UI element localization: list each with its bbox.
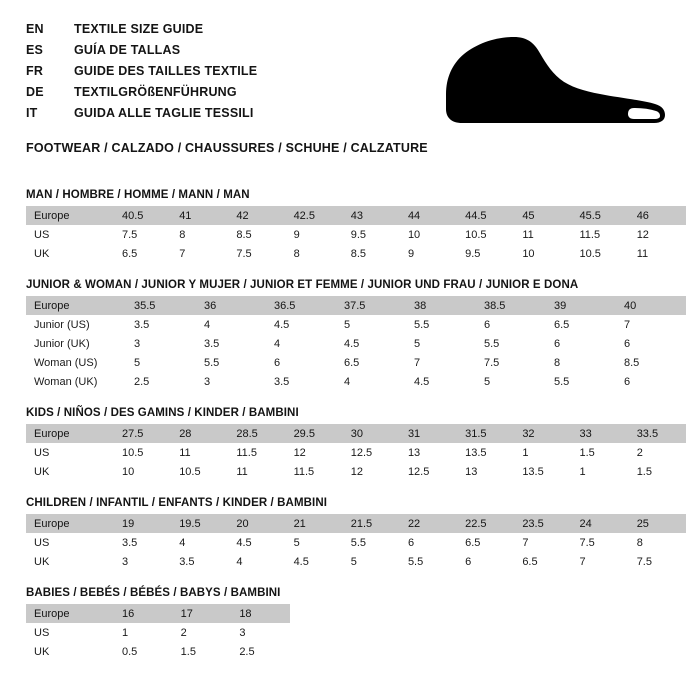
size-cell: 4.5 bbox=[336, 334, 406, 353]
size-cell: 7.5 bbox=[114, 225, 171, 244]
size-cell: 10.5 bbox=[457, 225, 514, 244]
row-label: Woman (UK) bbox=[26, 372, 126, 391]
size-cell: 12.5 bbox=[400, 462, 457, 481]
row-label: US bbox=[26, 623, 114, 642]
size-cell: 5.5 bbox=[343, 533, 400, 552]
size-cell: 18 bbox=[231, 604, 290, 623]
row-label: US bbox=[26, 533, 114, 552]
row-label: Junior (US) bbox=[26, 315, 126, 334]
size-cell: 46 bbox=[629, 206, 686, 225]
size-sections bbox=[26, 189, 674, 661]
size-cell: 3.5 bbox=[196, 334, 266, 353]
size-cell: 13 bbox=[400, 443, 457, 462]
table-row bbox=[26, 424, 686, 443]
size-cell: 1 bbox=[114, 623, 173, 642]
section-title: JUNIOR & WOMAN / JUNIOR Y MUJER / JUNIOR ET FEMME / JUNIOR UND FRAU / JUNIOR E DONA bbox=[26, 279, 579, 291]
size-cell: 44 bbox=[400, 206, 457, 225]
size-cell: 7.5 bbox=[572, 533, 629, 552]
size-cell: 35.5 bbox=[126, 296, 196, 315]
footwear-subtitle: FOOTWEAR / CALZADO / CHAUSSURES / SCHUHE / CALZATURE bbox=[26, 141, 428, 155]
language-code: FR bbox=[26, 64, 44, 78]
size-cell: 0.5 bbox=[114, 642, 173, 661]
table-row bbox=[26, 552, 686, 571]
table-row bbox=[26, 296, 686, 315]
size-cell: 6 bbox=[476, 315, 546, 334]
table-row bbox=[26, 206, 686, 225]
size-cell: 5.5 bbox=[546, 372, 616, 391]
section-babies bbox=[26, 587, 674, 661]
size-cell: 4 bbox=[196, 315, 266, 334]
section-junior-woman bbox=[26, 279, 674, 391]
size-cell: 6.5 bbox=[114, 244, 171, 263]
size-cell: 6 bbox=[266, 353, 336, 372]
size-cell: 6.5 bbox=[514, 552, 571, 571]
size-cell: 25 bbox=[629, 514, 686, 533]
size-cell: 1 bbox=[514, 443, 571, 462]
size-cell: 1.5 bbox=[629, 462, 686, 481]
size-cell: 3 bbox=[196, 372, 266, 391]
table-row bbox=[26, 244, 686, 263]
size-table-man bbox=[26, 206, 686, 263]
row-label: Europe bbox=[26, 296, 126, 315]
size-cell: 13.5 bbox=[514, 462, 571, 481]
size-cell: 10.5 bbox=[114, 443, 171, 462]
table-row bbox=[26, 533, 686, 552]
size-cell: 5 bbox=[126, 353, 196, 372]
size-table-children bbox=[26, 514, 686, 571]
language-code: DE bbox=[26, 85, 44, 99]
size-cell: 16 bbox=[114, 604, 173, 623]
page-title: GUIDE DES TAILLES TEXTILE bbox=[74, 64, 258, 78]
size-cell: 11.5 bbox=[228, 443, 285, 462]
section-title: CHILDREN / INFANTIL / ENFANTS / KINDER / BAMBINI bbox=[26, 497, 328, 509]
size-cell: 7.5 bbox=[476, 353, 546, 372]
table-row bbox=[26, 225, 686, 244]
size-cell: 23.5 bbox=[514, 514, 571, 533]
size-cell: 21 bbox=[286, 514, 343, 533]
size-cell: 10 bbox=[114, 462, 171, 481]
row-label: Woman (US) bbox=[26, 353, 126, 372]
page-title: GUÍA DE TALLAS bbox=[74, 43, 181, 57]
size-cell: 5.5 bbox=[400, 552, 457, 571]
section-title: MAN / HOMBRE / HOMME / MANN / MAN bbox=[26, 189, 250, 201]
row-label: US bbox=[26, 225, 114, 244]
size-cell: 5.5 bbox=[476, 334, 546, 353]
size-cell: 13.5 bbox=[457, 443, 514, 462]
size-cell: 7.5 bbox=[228, 244, 285, 263]
size-cell: 7 bbox=[514, 533, 571, 552]
size-cell: 17 bbox=[173, 604, 232, 623]
size-cell: 28 bbox=[171, 424, 228, 443]
section-title: BABIES / BEBÉS / BÉBÉS / BABYS / BAMBINI bbox=[26, 587, 281, 599]
size-cell: 10.5 bbox=[572, 244, 629, 263]
size-cell: 6 bbox=[616, 334, 686, 353]
size-cell: 9 bbox=[286, 225, 343, 244]
size-cell: 2 bbox=[629, 443, 686, 462]
size-cell: 1.5 bbox=[572, 443, 629, 462]
size-cell: 8.5 bbox=[616, 353, 686, 372]
size-cell: 12 bbox=[629, 225, 686, 244]
size-cell: 7.5 bbox=[629, 552, 686, 571]
size-cell: 30 bbox=[343, 424, 400, 443]
language-code: EN bbox=[26, 22, 44, 36]
table-row bbox=[26, 372, 686, 391]
size-cell: 37.5 bbox=[336, 296, 406, 315]
size-cell: 40 bbox=[616, 296, 686, 315]
size-cell: 7 bbox=[616, 315, 686, 334]
size-cell: 9.5 bbox=[457, 244, 514, 263]
size-cell: 11.5 bbox=[572, 225, 629, 244]
size-cell: 11 bbox=[171, 443, 228, 462]
size-cell: 6.5 bbox=[336, 353, 406, 372]
size-cell: 8 bbox=[546, 353, 616, 372]
size-cell: 11.5 bbox=[286, 462, 343, 481]
size-cell: 31.5 bbox=[457, 424, 514, 443]
size-cell: 11 bbox=[228, 462, 285, 481]
dress-shoe-icon bbox=[438, 34, 668, 126]
table-row bbox=[26, 334, 686, 353]
size-cell: 4.5 bbox=[406, 372, 476, 391]
size-cell: 2.5 bbox=[126, 372, 196, 391]
size-cell: 1 bbox=[572, 462, 629, 481]
size-cell: 36 bbox=[196, 296, 266, 315]
language-code: ES bbox=[26, 43, 44, 57]
size-cell: 6.5 bbox=[457, 533, 514, 552]
size-table-babies bbox=[26, 604, 290, 661]
size-cell: 10 bbox=[400, 225, 457, 244]
size-cell: 8 bbox=[171, 225, 228, 244]
size-cell: 36.5 bbox=[266, 296, 336, 315]
row-label: Junior (UK) bbox=[26, 334, 126, 353]
table-row bbox=[26, 462, 686, 481]
size-cell: 6 bbox=[616, 372, 686, 391]
size-cell: 19.5 bbox=[171, 514, 228, 533]
size-cell: 6 bbox=[457, 552, 514, 571]
size-cell: 4.5 bbox=[266, 315, 336, 334]
size-cell: 5 bbox=[343, 552, 400, 571]
size-cell: 6 bbox=[546, 334, 616, 353]
size-cell: 4 bbox=[171, 533, 228, 552]
size-cell: 8 bbox=[286, 244, 343, 263]
row-label: UK bbox=[26, 552, 114, 571]
size-cell: 3 bbox=[126, 334, 196, 353]
table-row bbox=[26, 604, 290, 623]
row-label: UK bbox=[26, 462, 114, 481]
size-cell: 5 bbox=[406, 334, 476, 353]
row-label: UK bbox=[26, 244, 114, 263]
size-cell: 3 bbox=[231, 623, 290, 642]
size-cell: 12 bbox=[286, 443, 343, 462]
row-label: Europe bbox=[26, 604, 114, 623]
size-cell: 12 bbox=[343, 462, 400, 481]
size-cell: 33 bbox=[572, 424, 629, 443]
size-cell: 27.5 bbox=[114, 424, 171, 443]
row-label: US bbox=[26, 443, 114, 462]
table-row bbox=[26, 443, 686, 462]
language-code: IT bbox=[26, 106, 38, 120]
size-cell: 9.5 bbox=[343, 225, 400, 244]
size-cell: 38 bbox=[406, 296, 476, 315]
section-title: KIDS / NIÑOS / DES GAMINS / KINDER / BAMBINI bbox=[26, 407, 299, 419]
size-cell: 44.5 bbox=[457, 206, 514, 225]
size-cell: 45 bbox=[514, 206, 571, 225]
size-cell: 7 bbox=[572, 552, 629, 571]
row-label: Europe bbox=[26, 514, 114, 533]
size-cell: 5 bbox=[476, 372, 546, 391]
page-title: TEXTILE SIZE GUIDE bbox=[74, 22, 204, 36]
size-cell: 7 bbox=[171, 244, 228, 263]
size-cell: 43 bbox=[343, 206, 400, 225]
size-table-junior-woman bbox=[26, 296, 686, 391]
size-cell: 38.5 bbox=[476, 296, 546, 315]
size-cell: 8 bbox=[629, 533, 686, 552]
size-cell: 22.5 bbox=[457, 514, 514, 533]
table-row bbox=[26, 642, 290, 661]
size-cell: 4.5 bbox=[228, 533, 285, 552]
size-cell: 3.5 bbox=[171, 552, 228, 571]
size-cell: 2 bbox=[173, 623, 232, 642]
size-cell: 40.5 bbox=[114, 206, 171, 225]
size-cell: 8.5 bbox=[228, 225, 285, 244]
size-cell: 12.5 bbox=[343, 443, 400, 462]
size-cell: 33.5 bbox=[629, 424, 686, 443]
size-cell: 24 bbox=[572, 514, 629, 533]
size-table-kids bbox=[26, 424, 686, 481]
row-label: Europe bbox=[26, 206, 114, 225]
size-cell: 10 bbox=[514, 244, 571, 263]
size-cell: 4 bbox=[266, 334, 336, 353]
size-cell: 6 bbox=[400, 533, 457, 552]
size-cell: 21.5 bbox=[343, 514, 400, 533]
size-cell: 3 bbox=[114, 552, 171, 571]
row-label: Europe bbox=[26, 424, 114, 443]
table-row bbox=[26, 315, 686, 334]
size-cell: 28.5 bbox=[228, 424, 285, 443]
size-cell: 1.5 bbox=[173, 642, 232, 661]
size-cell: 5 bbox=[336, 315, 406, 334]
size-cell: 42 bbox=[228, 206, 285, 225]
page-title: GUIDA ALLE TAGLIE TESSILI bbox=[74, 106, 254, 120]
table-row bbox=[26, 353, 686, 372]
size-cell: 8.5 bbox=[343, 244, 400, 263]
size-cell: 4.5 bbox=[286, 552, 343, 571]
size-cell: 31 bbox=[400, 424, 457, 443]
section-man bbox=[26, 189, 674, 263]
size-cell: 2.5 bbox=[231, 642, 290, 661]
size-cell: 20 bbox=[228, 514, 285, 533]
size-cell: 9 bbox=[400, 244, 457, 263]
section-children bbox=[26, 497, 674, 571]
size-cell: 3.5 bbox=[114, 533, 171, 552]
page-header bbox=[26, 22, 674, 155]
size-cell: 5 bbox=[286, 533, 343, 552]
table-row bbox=[26, 514, 686, 533]
size-cell: 45.5 bbox=[572, 206, 629, 225]
size-cell: 3.5 bbox=[266, 372, 336, 391]
size-cell: 42.5 bbox=[286, 206, 343, 225]
section-kids bbox=[26, 407, 674, 481]
size-cell: 5.5 bbox=[406, 315, 476, 334]
table-row bbox=[26, 623, 290, 642]
size-cell: 3.5 bbox=[126, 315, 196, 334]
size-cell: 5.5 bbox=[196, 353, 266, 372]
size-cell: 7 bbox=[406, 353, 476, 372]
size-cell: 39 bbox=[546, 296, 616, 315]
size-cell: 13 bbox=[457, 462, 514, 481]
size-cell: 41 bbox=[171, 206, 228, 225]
size-cell: 4 bbox=[228, 552, 285, 571]
page-title: TEXTILGRÖßENFÜHRUNG bbox=[74, 85, 237, 99]
size-cell: 11 bbox=[629, 244, 686, 263]
size-cell: 22 bbox=[400, 514, 457, 533]
size-cell: 29.5 bbox=[286, 424, 343, 443]
size-cell: 11 bbox=[514, 225, 571, 244]
size-cell: 6.5 bbox=[546, 315, 616, 334]
row-label: UK bbox=[26, 642, 114, 661]
size-cell: 10.5 bbox=[171, 462, 228, 481]
size-cell: 4 bbox=[336, 372, 406, 391]
size-cell: 32 bbox=[514, 424, 571, 443]
size-cell: 19 bbox=[114, 514, 171, 533]
